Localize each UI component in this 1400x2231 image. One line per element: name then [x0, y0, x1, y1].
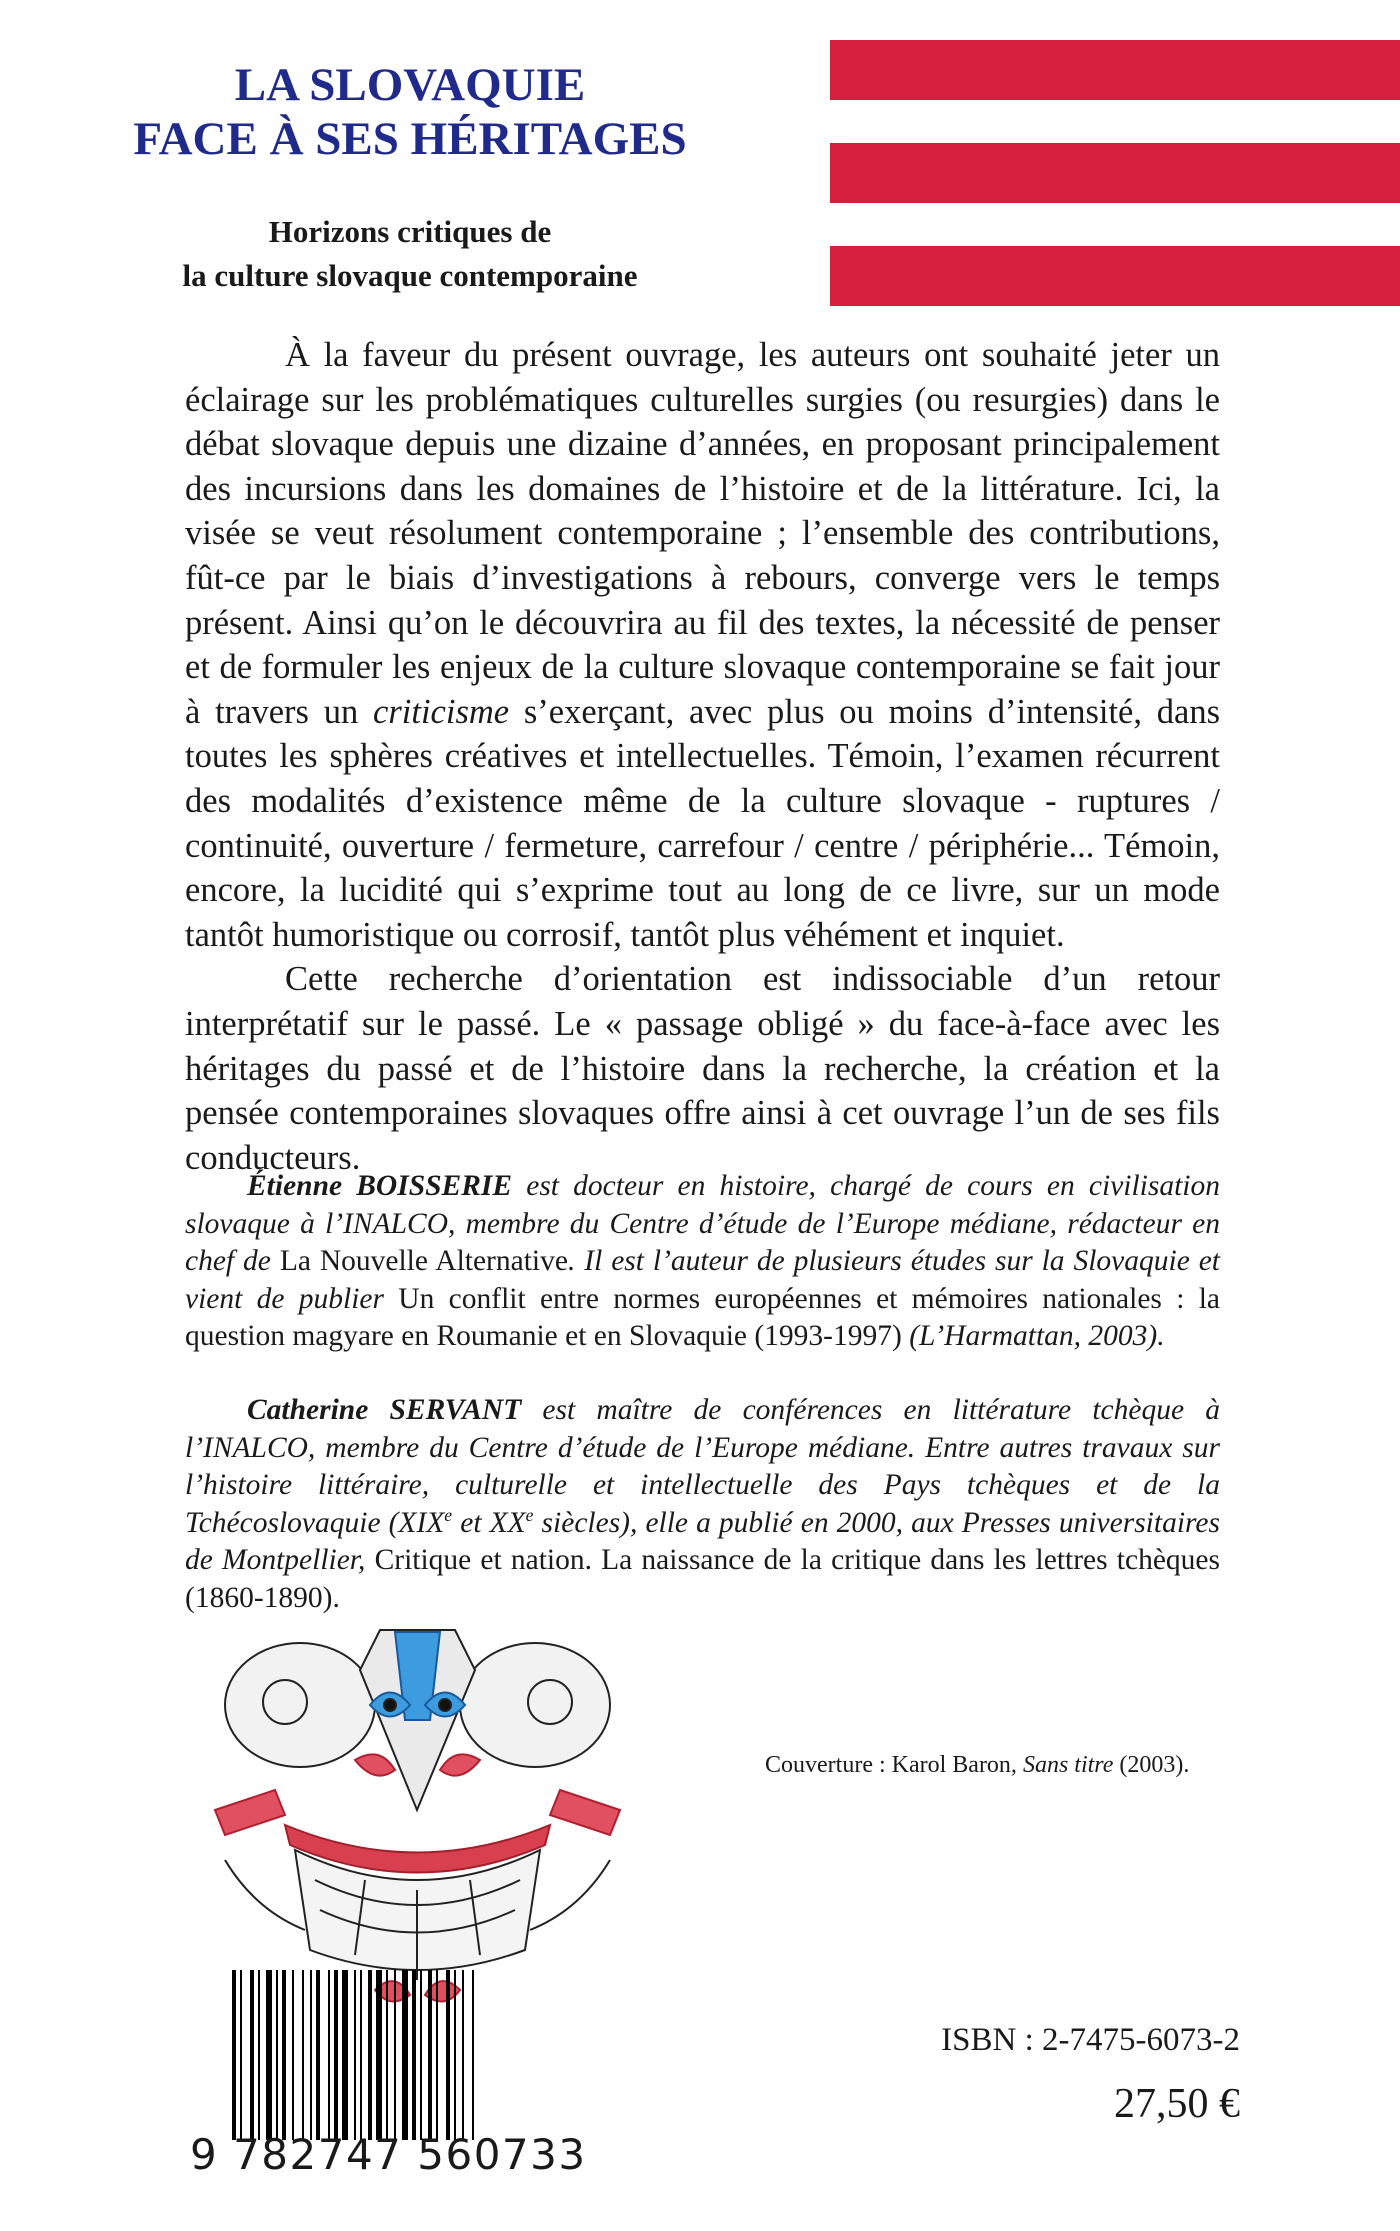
blurb-text: s’exerçant, avec plus ou moins d’intensité, dans toutes les sphères créatives et intellectuelles. Témoin, l’examen récurrent des modalités d’existence même de la culture slovaque - ruptures / continuité, ouverture / fermeture, carrefour / centre / périphérie... Témoin, encore, la lucidité qui s’exprime tout au long de ce livre, sur un mode tantôt humoristique ou corrosif, tantôt plus véhément et inquiet.: [185, 692, 1221, 954]
barcode-bar: [462, 1970, 464, 2140]
bio-work-title: Un conflit entre normes européennes et mémoires nationales : la question magyare en Roumanie et en Slovaquie (1993-1997): [185, 1282, 1220, 1353]
barcode-bar: [250, 1970, 254, 2140]
subtitle-line-1: Horizons critiques de: [268, 214, 552, 249]
barcode-bar: [266, 1970, 272, 2140]
barcode-bar: [412, 1970, 416, 2140]
barcode-bar: [394, 1970, 396, 2140]
blurb-paragraph-2: Cette recherche d’orientation est indissociable d’un retour interprétatif sur le passé. Le « passage obligé » du face-à-face avec les héritages du passé et de l’histoire dans la recherche, la création et la pensée contemporaines slovaques offre ainsi à cet ouvrage l’un de ses fils conducteurs.: [185, 960, 1220, 1177]
barcode-bar: [472, 1970, 474, 2140]
bio-text: . Il est l’auteur de plusieurs études sur la Slovaquie et vient de publier: [185, 1245, 1220, 1315]
author-name: Étienne BOISSERIE: [247, 1170, 513, 1202]
barcode-bar: [310, 1970, 312, 2140]
barcode-bar: [402, 1970, 408, 2140]
barcode-bar: [360, 1970, 362, 2140]
price: 27,50 €: [1114, 2081, 1240, 2127]
caption-text: (2003).: [1113, 1752, 1190, 1778]
barcode-bar: [342, 1970, 348, 2140]
book-subtitle: [110, 210, 710, 298]
barcode-bar: [446, 1970, 450, 2140]
barcode-digits: 9 782747 560733: [190, 2130, 587, 2179]
title-line-2: FACE À SES HÉRITAGES: [133, 113, 687, 165]
barcode-bar: [428, 1970, 432, 2140]
bio-text: est docteur en histoire, chargé de cours en civilisation slovaque à l’INALCO, membre du Centre d’étude de l’Europe médiane, rédacteur en chef de: [185, 1170, 1220, 1278]
barcode-bar: [328, 1970, 330, 2140]
blurb-paragraph-1: [185, 333, 1220, 957]
barcode-bar: [240, 1970, 242, 2140]
author-name: Catherine SERVANT: [247, 1393, 522, 1426]
bio-text: est maître de conférences en littérature tchèque à l’INALCO, membre du Centre d’étude de l’Europe médiane. Entre autres travaux sur l’histoire littéraire, culturelle et intellectuelle des Pays tchèques et de la Tchécoslovaquie (XIX: [185, 1393, 1221, 1539]
barcode-bar: [420, 1970, 422, 2140]
subtitle-line-2: la culture slovaque contemporaine: [182, 258, 638, 293]
isbn-number: ISBN : 2-7475-6073-2: [941, 2022, 1240, 2058]
bio-work-title: Critique et nation. La naissance de la critique dans les lettres tchèques (1860-1890).: [185, 1544, 1220, 1614]
barcode-bar: [302, 1970, 304, 2140]
author-bios: [185, 1168, 1220, 1654]
bio-servant: [185, 1392, 1220, 1618]
barcode-bar: [292, 1970, 294, 2140]
barcode-bar: [282, 1970, 286, 2140]
bio-work-title: La Nouvelle Alternative: [279, 1245, 568, 1278]
cover-caption: [765, 1752, 1189, 1779]
barcode-bar: [232, 1970, 236, 2140]
caption-text: Couverture : Karol Baron,: [765, 1752, 1023, 1778]
bio-text: et XX: [452, 1506, 526, 1539]
bio-boisserie: [185, 1168, 1220, 1356]
barcode-bar: [334, 1970, 338, 2140]
barcode-bar: [386, 1970, 388, 2140]
barcode-bar: [354, 1970, 356, 2140]
title-line-1: LA SLOVAQUIE: [234, 59, 586, 111]
blurb-emphasis: criticisme: [373, 692, 510, 731]
barcode-bar: [276, 1970, 278, 2140]
red-stripe-bottom: [830, 246, 1400, 306]
barcode-bar: [258, 1970, 260, 2140]
bio-text: (L’Harmattan, 2003).: [901, 1320, 1165, 1353]
blurb-text: À la faveur du présent ouvrage, les auteurs ont souhaité jeter un éclairage sur les problématiques culturelles surgies (ou resurgies) dans le débat slovaque depuis une dizaine d’années, en proposant principalement des incursions dans les domaines de l’histoire et de la littérature. Ici, la visée se veut résolument contemporaine ; l’ensemble des contributions, fût-ce par le biais d’investigations à rebours, converge vers le temps présent. Ainsi qu’on le découvrira au fil des textes, la nécessité de penser et de formuler les enjeux de la culture slovaque contemporaine se fait jour à travers un: [185, 336, 1220, 731]
blurb: [185, 333, 1220, 1180]
red-stripe-top: [830, 40, 1400, 100]
red-stripe-middle: [830, 143, 1400, 203]
barcode-bar: [454, 1970, 456, 2140]
barcode-bar: [316, 1970, 320, 2140]
isbn-barcode: [230, 1970, 566, 2140]
bio-superscript: e: [444, 1504, 453, 1525]
barcode-bar: [368, 1970, 372, 2140]
bio-text: siècles), elle a publié en 2000, aux Presses universitaires de Montpellier,: [185, 1506, 1220, 1577]
caption-artwork-title: Sans titre: [1022, 1752, 1114, 1778]
book-title: [110, 58, 710, 166]
barcode-bar: [436, 1970, 438, 2140]
barcode-bar: [376, 1970, 382, 2140]
bio-superscript: e: [525, 1504, 534, 1525]
